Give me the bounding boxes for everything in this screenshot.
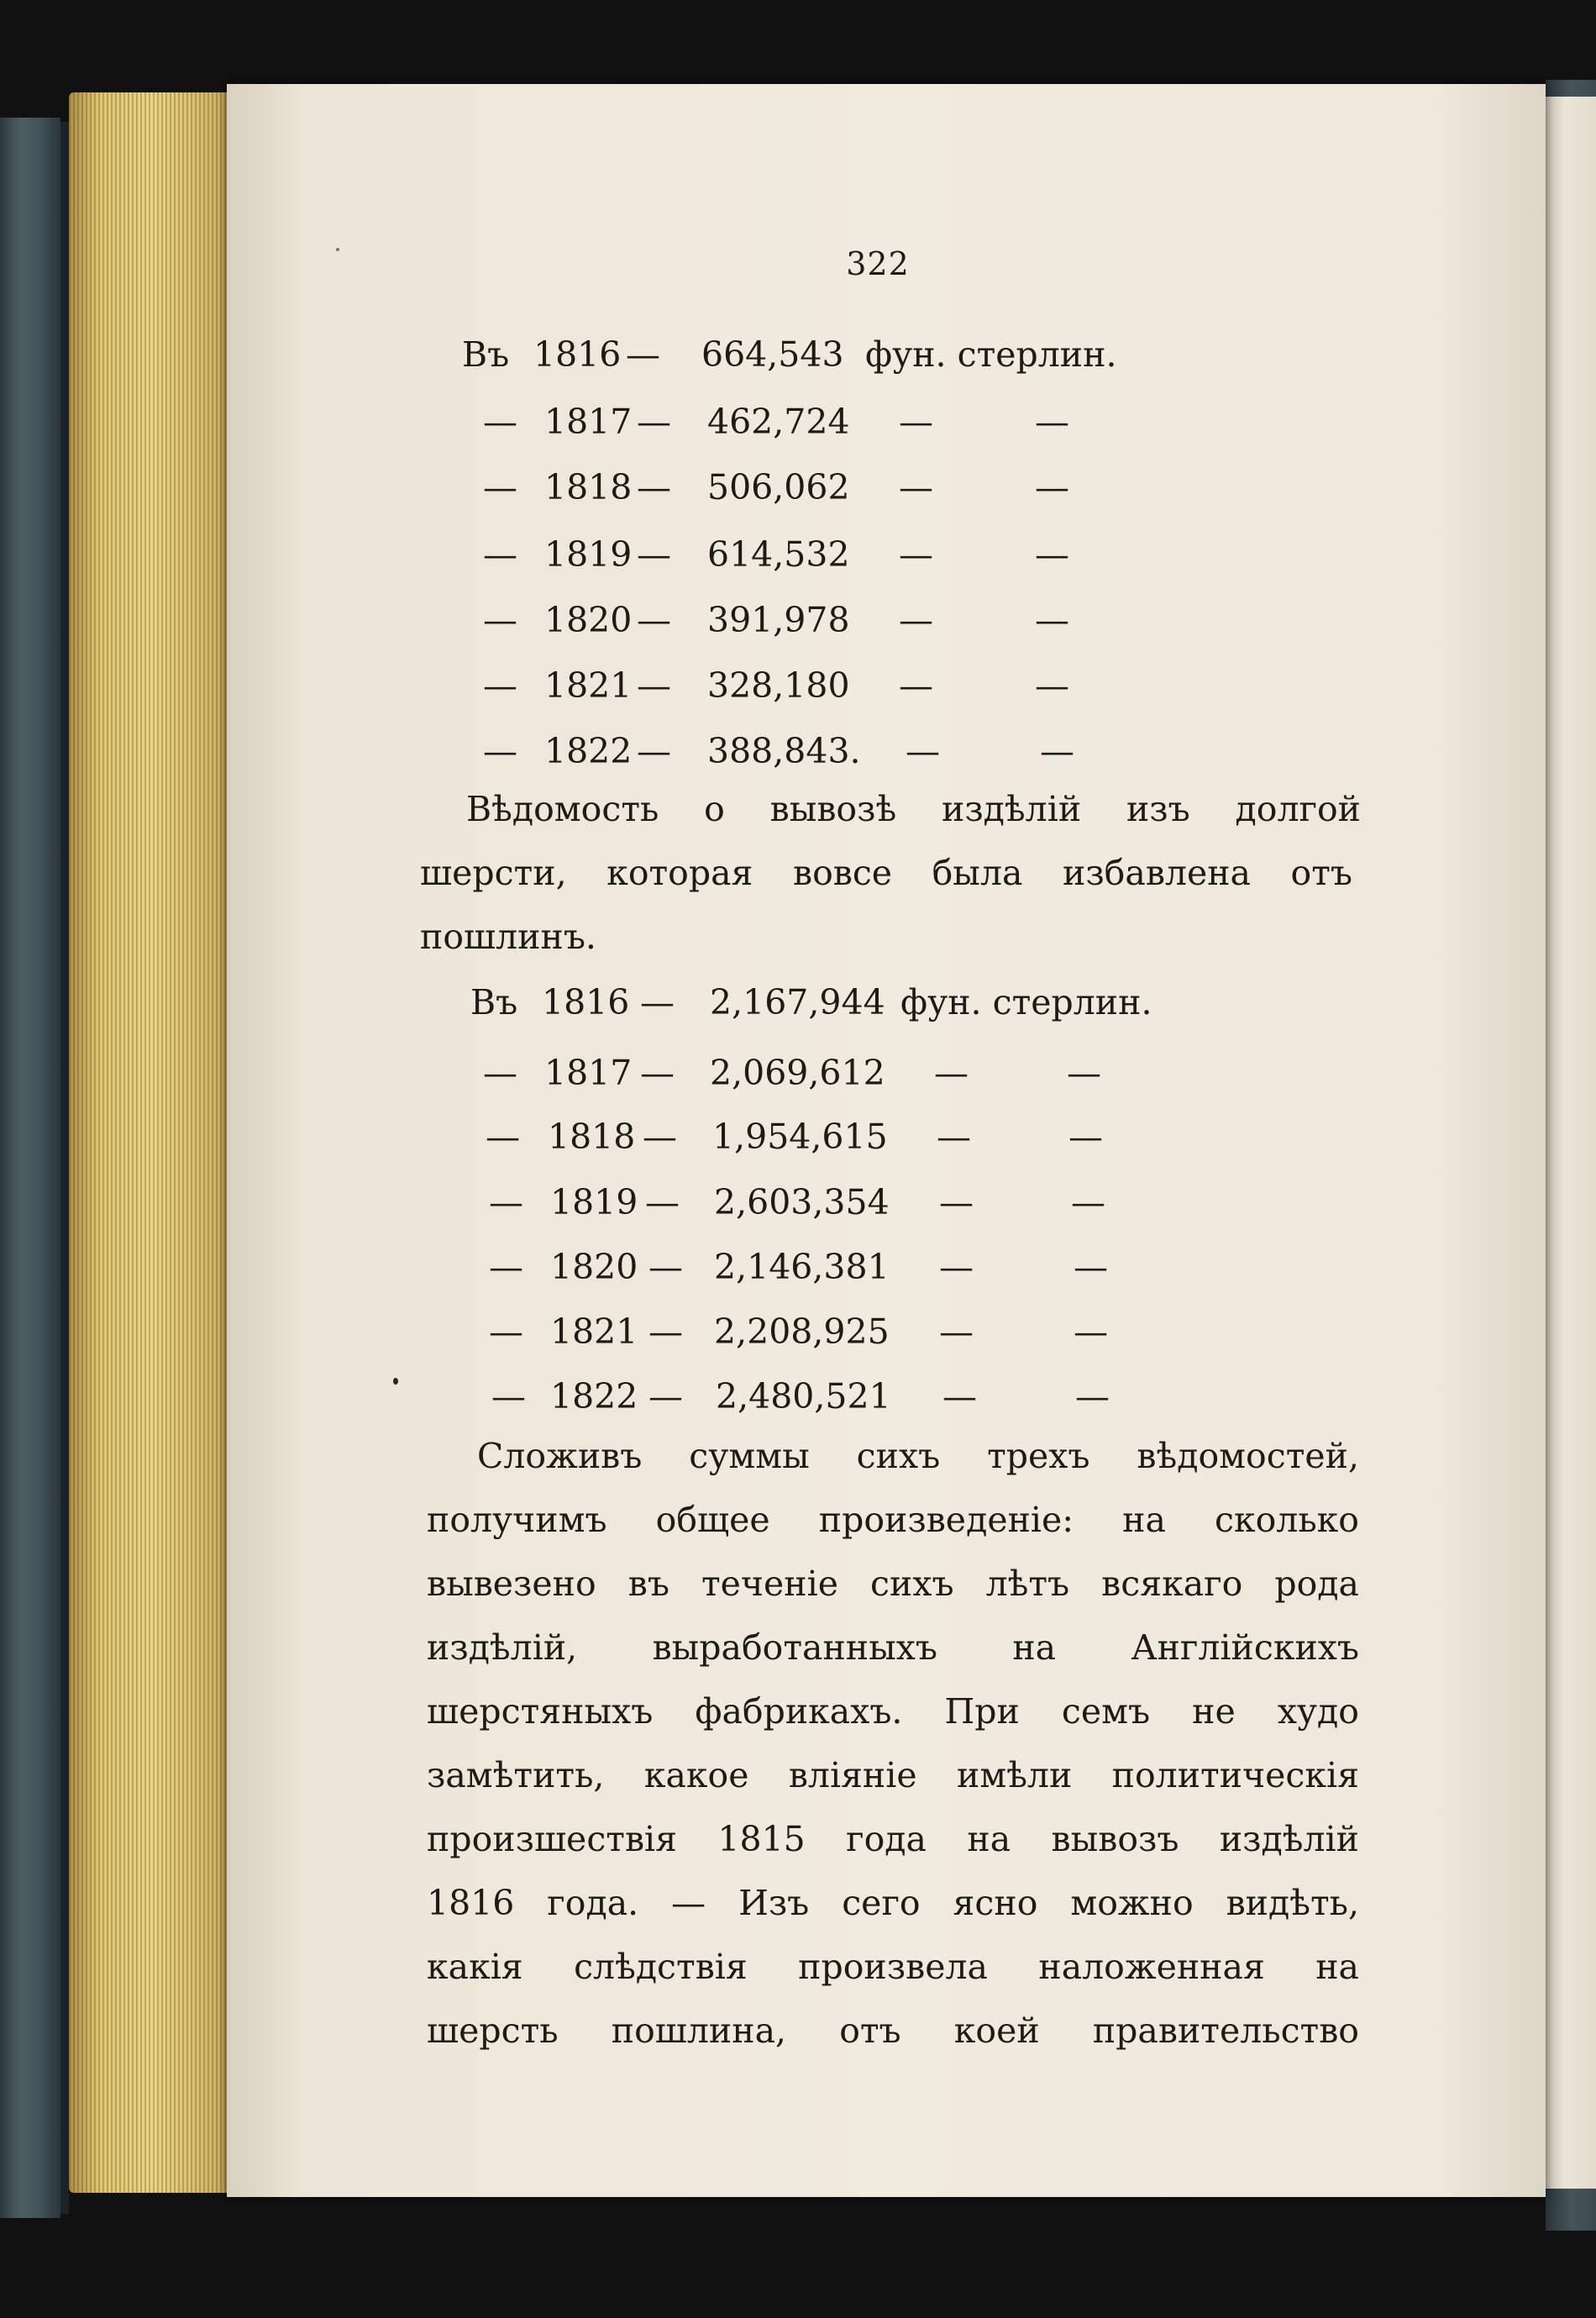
cover-edge	[60, 122, 69, 2214]
row-year: 1820	[550, 1247, 638, 1287]
row-dash: —	[637, 665, 671, 706]
row-amount: 506,062	[707, 467, 850, 507]
row-amount: 388,843.	[707, 731, 861, 771]
text-line: издѣлій, выработанныхъ на Англійскихъ	[427, 1627, 1359, 1668]
row-unit: фун. стерлин.	[865, 334, 1117, 375]
row-ditto: —	[1035, 534, 1069, 575]
row-year: 1822	[550, 1376, 638, 1417]
row-amount: 2,069,612	[710, 1053, 885, 1093]
row-unit: —	[942, 1376, 977, 1417]
paper-speck	[336, 248, 339, 251]
row-lead: Въ	[470, 982, 518, 1022]
row-dash: —	[637, 731, 671, 771]
row-ditto: —	[1035, 467, 1069, 507]
row-unit: —	[899, 665, 933, 706]
text-line: шерсти, которая вовсе была избавлена отъ	[420, 853, 1352, 893]
row-dash: —	[648, 1247, 683, 1287]
row-unit: —	[899, 467, 933, 507]
text-line: какія слѣдствія произвела наложенная на	[427, 1947, 1359, 1987]
row-dash: —	[626, 334, 660, 375]
text-line: произшествія 1815 года на вывозъ издѣлій	[427, 1819, 1359, 1859]
row-year: 1817	[544, 402, 633, 442]
row-dash: —	[637, 467, 671, 507]
row-dash: —	[648, 1311, 683, 1352]
row-amount: 2,603,354	[714, 1182, 890, 1222]
row-unit: —	[934, 1053, 969, 1093]
row-lead: —	[483, 1053, 517, 1093]
row-amount: 328,180	[707, 665, 850, 706]
row-ditto: —	[1071, 1182, 1105, 1222]
text-line: получимъ общее произведеніе: на сколько	[427, 1500, 1359, 1540]
row-year: 1817	[544, 1053, 633, 1093]
row-year: 1819	[544, 534, 633, 575]
row-ditto: —	[1035, 665, 1069, 706]
row-amount: 391,978	[707, 600, 850, 640]
page-number: 322	[846, 245, 910, 282]
row-dash: —	[640, 982, 675, 1022]
row-unit: —	[899, 402, 933, 442]
row-amount: 1,954,615	[712, 1117, 888, 1157]
row-amount: 2,480,521	[716, 1376, 891, 1417]
row-lead: —	[483, 534, 517, 575]
row-dash: —	[640, 1053, 675, 1093]
text-line: Сложивъ суммы сихъ трехъ вѣдомостей,	[477, 1436, 1359, 1476]
row-amount: 614,532	[707, 534, 850, 575]
text-line: Вѣдомость о вывозѣ издѣлій изъ долгой	[466, 789, 1361, 829]
row-amount: 2,167,944	[710, 982, 885, 1022]
row-ditto: —	[1068, 1117, 1103, 1157]
text-line: 1816 года. — Изъ сего ясно можно видѣть,	[427, 1883, 1359, 1923]
row-year: 1820	[544, 600, 633, 640]
summary-paragraph	[427, 1424, 1368, 2063]
row-lead: —	[489, 1182, 523, 1222]
row-unit: —	[939, 1311, 974, 1352]
row-dash: —	[637, 402, 671, 442]
row-ditto: —	[1074, 1247, 1108, 1287]
row-lead: —	[489, 1311, 523, 1352]
row-lead: —	[483, 731, 517, 771]
facing-page-edge	[1544, 97, 1596, 2189]
row-lead: —	[486, 1117, 520, 1157]
row-lead: —	[483, 467, 517, 507]
text-line: шерстяныхъ фабрикахъ. При семъ не худо	[427, 1691, 1359, 1732]
row-unit: —	[899, 534, 933, 575]
row-year: 1819	[550, 1182, 638, 1222]
row-unit: —	[939, 1247, 974, 1287]
row-year: 1821	[544, 665, 633, 706]
row-lead: —	[491, 1376, 526, 1417]
row-year: 1818	[544, 467, 633, 507]
row-lead: Въ	[462, 334, 510, 375]
row-amount: 2,208,925	[714, 1311, 890, 1352]
row-year: 1818	[548, 1117, 636, 1157]
row-dash: —	[645, 1182, 680, 1222]
row-lead: —	[489, 1247, 523, 1287]
row-year: 1816	[542, 982, 630, 1022]
text-line: замѣтить, какое вліяніе имѣли политическія	[427, 1755, 1359, 1795]
row-dash: —	[637, 534, 671, 575]
text-line: шерсть пошлина, отъ коей правительство	[427, 2011, 1359, 2051]
paper-speck	[393, 1378, 398, 1385]
row-ditto: —	[1035, 402, 1069, 442]
row-lead: —	[483, 665, 517, 706]
book-cover-left	[0, 118, 60, 2218]
row-unit: —	[899, 600, 933, 640]
row-ditto: —	[1040, 731, 1074, 771]
row-lead: —	[483, 600, 517, 640]
row-ditto: —	[1074, 1311, 1108, 1352]
row-dash: —	[648, 1376, 683, 1417]
text-line: пошлинъ.	[420, 917, 596, 957]
row-dash: —	[637, 600, 671, 640]
text-line: вывезено въ теченіе сихъ лѣтъ всякаго рода	[427, 1564, 1359, 1604]
row-year: 1822	[544, 731, 633, 771]
row-unit: —	[937, 1117, 971, 1157]
statement-paragraph	[420, 777, 1361, 969]
row-amount: 2,146,381	[714, 1247, 890, 1287]
row-unit: фун. стерлин.	[900, 982, 1152, 1022]
row-dash: —	[643, 1117, 677, 1157]
row-ditto: —	[1075, 1376, 1110, 1417]
row-amount: 664,543	[701, 334, 844, 375]
row-amount: 462,724	[707, 402, 850, 442]
row-ditto: —	[1067, 1053, 1101, 1093]
gilded-page-edges	[69, 92, 237, 2193]
row-ditto: —	[1035, 600, 1069, 640]
row-unit: —	[906, 731, 940, 771]
row-year: 1821	[550, 1311, 638, 1352]
row-lead: —	[483, 402, 517, 442]
row-unit: —	[939, 1182, 974, 1222]
row-year: 1816	[533, 334, 622, 375]
